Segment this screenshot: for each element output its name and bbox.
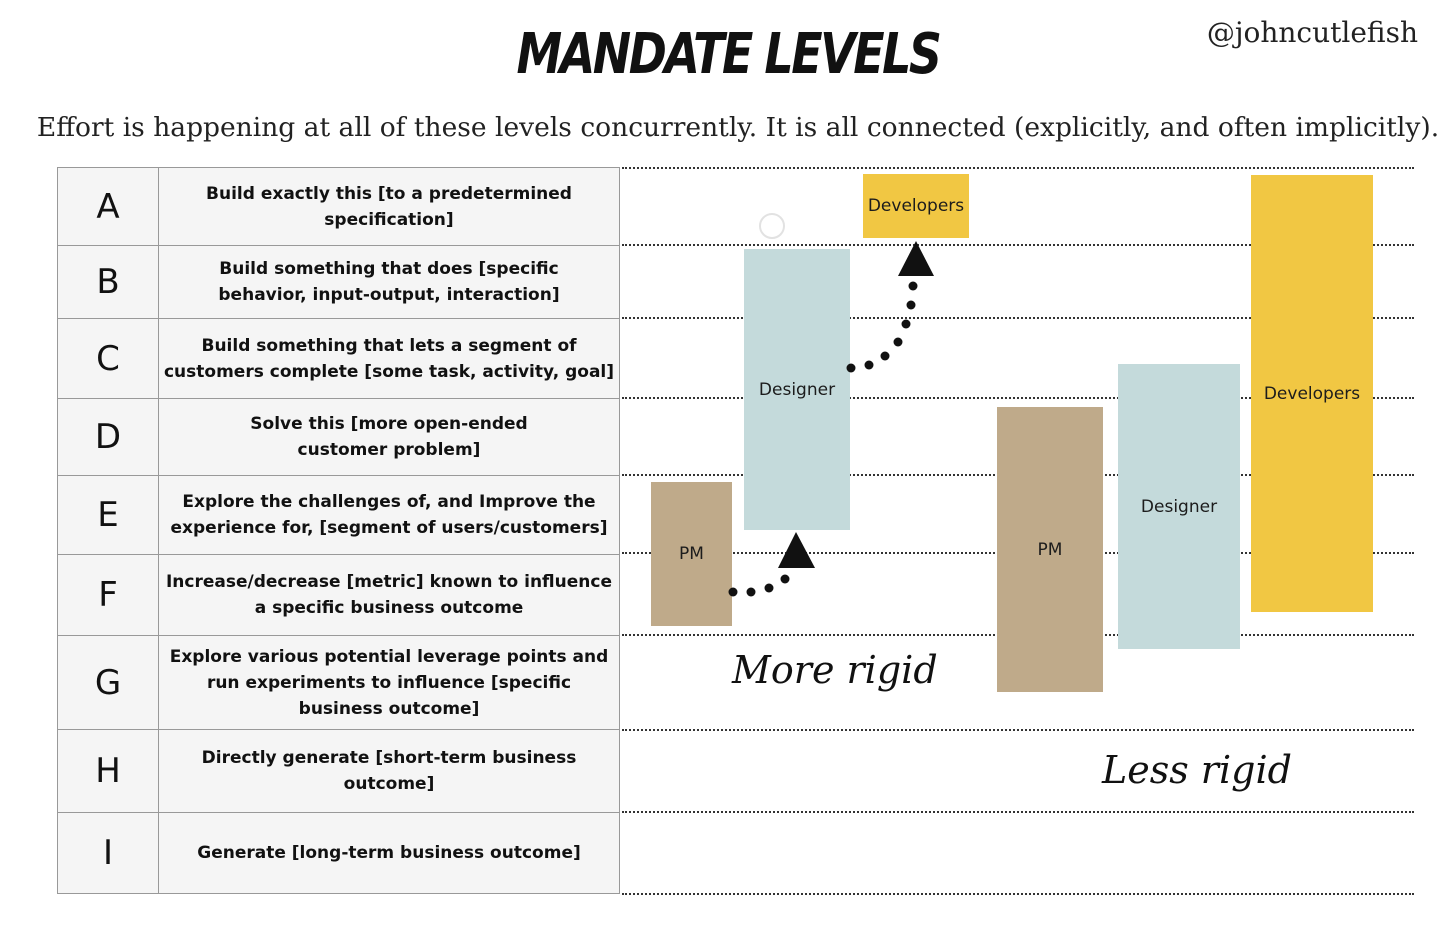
- less-rigid-pm-box: PM: [997, 407, 1103, 692]
- level-description: Build something that lets a segment of customers complete [some task, activity, goal]: [163, 335, 615, 382]
- level-description: Increase/decrease [metric] known to influence a specific business outcome: [165, 572, 612, 618]
- level-description: Directly generate [short-term business outcome]: [201, 748, 577, 794]
- faint-circle-marker: [760, 214, 784, 238]
- less-rigid-developers-box: Developers: [1251, 175, 1373, 612]
- level-letter: I: [58, 813, 159, 893]
- less-rigid-designer-box: Designer: [1118, 364, 1240, 649]
- level-letter: H: [58, 730, 159, 812]
- less-rigid-label: Less rigid: [1102, 748, 1292, 792]
- level-description: Build something that does [specific behavior, input-output, interaction]: [218, 259, 560, 305]
- more-rigid-pm-box: PM: [651, 482, 732, 626]
- level-description: Generate [long-term business outcome]: [197, 843, 581, 863]
- level-description: Solve this [more open-ended customer problem]: [250, 414, 528, 460]
- author-handle: @johncutlefish: [1206, 16, 1418, 49]
- level-description: Explore the challenges of, and Improve the experience for, [segment of users/customers]: [170, 492, 608, 538]
- more-rigid-designer-box: Designer: [744, 249, 850, 530]
- level-letter: F: [58, 555, 159, 635]
- level-letter: D: [58, 399, 159, 475]
- designer-to-developers-arrow: [847, 241, 935, 373]
- subtitle: Effort is happening at all of these levels concurrently. It is all connected (explicitly, and often implicitly).: [36, 112, 1440, 143]
- level-letter: B: [58, 246, 159, 318]
- level-letter: C: [58, 319, 159, 398]
- level-description: Explore various potential leverage points and run experiments to influence [specific business outcome]: [169, 646, 609, 719]
- pm-to-designer-arrow: [729, 532, 816, 597]
- page-title: MANDATE LEVELS: [516, 22, 940, 87]
- more-rigid-label: More rigid: [732, 648, 938, 692]
- level-letter: G: [58, 636, 159, 729]
- level-letter: A: [58, 168, 159, 245]
- level-letter: E: [58, 476, 159, 554]
- level-description: Build exactly this [to a predetermined specification]: [206, 183, 572, 230]
- more-rigid-developers-box: Developers: [863, 174, 969, 238]
